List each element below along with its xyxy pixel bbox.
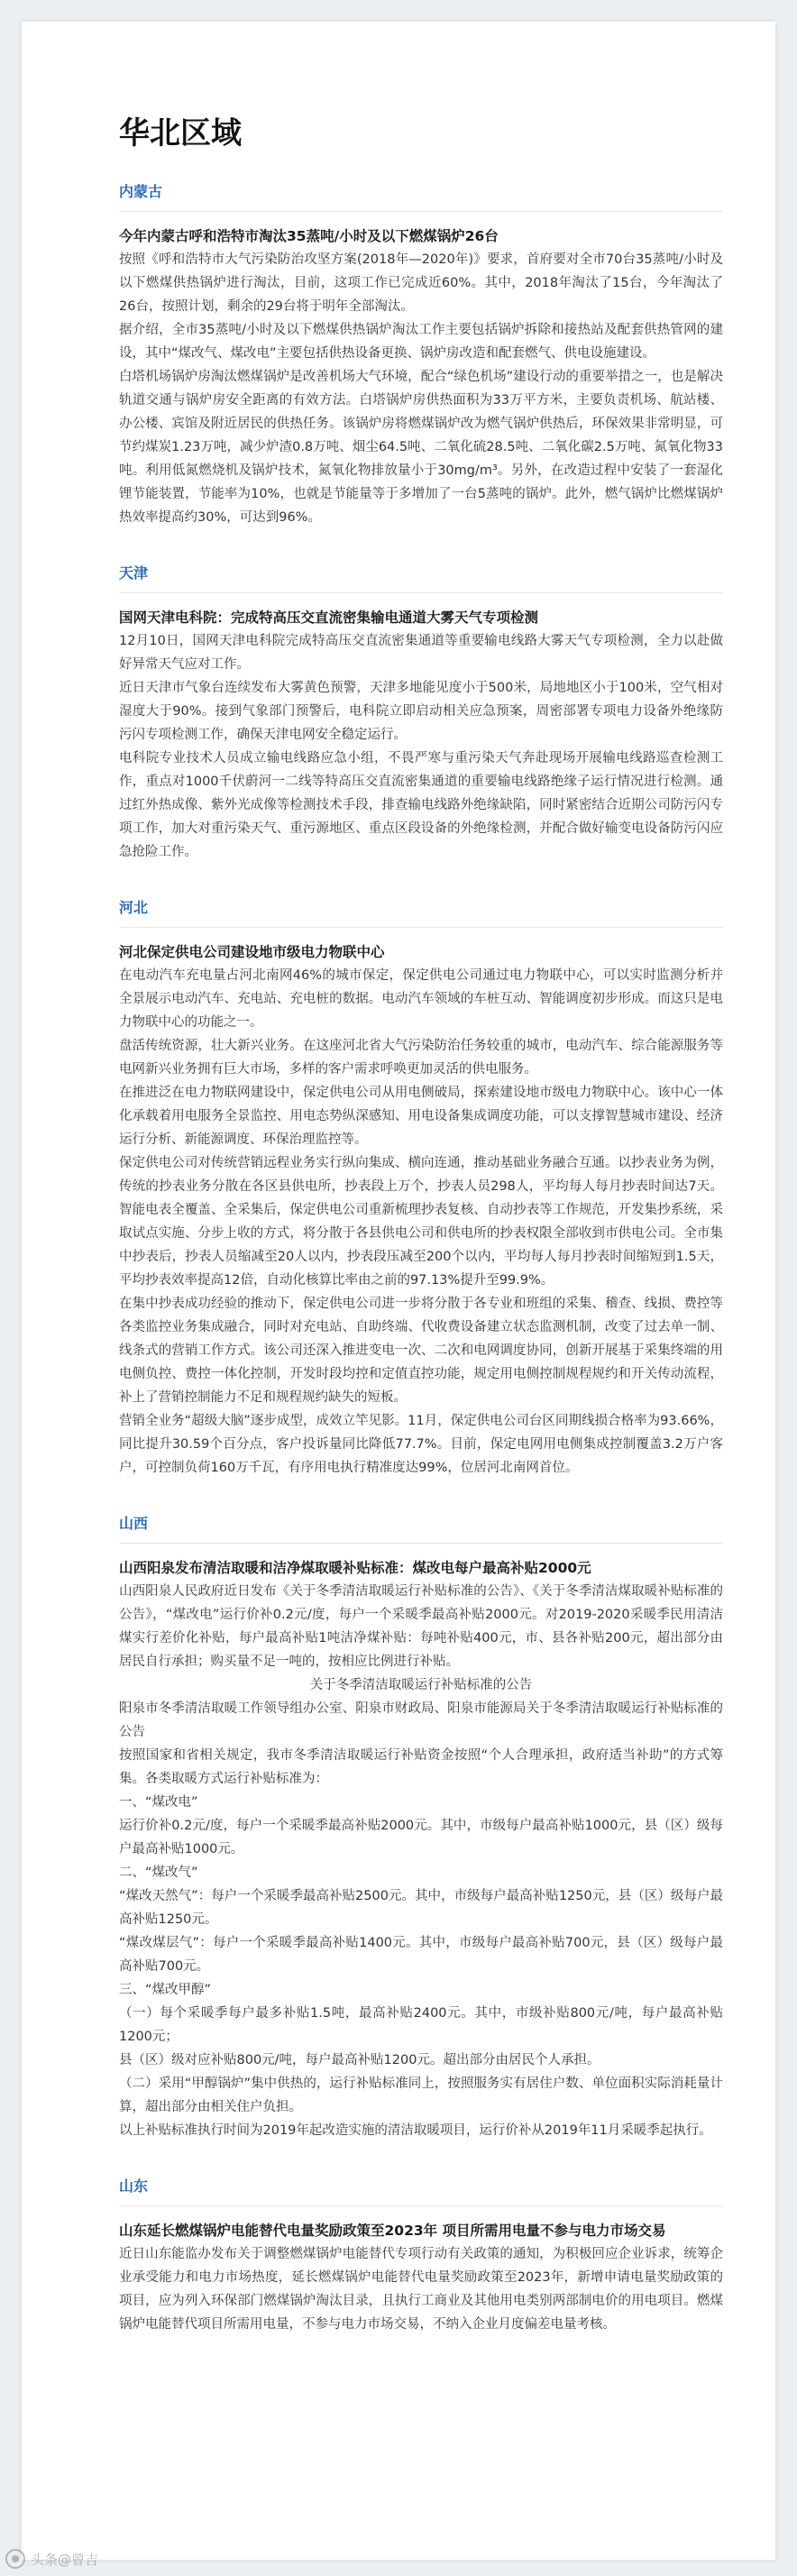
article-title: 山西阳泉发布清洁取暖和洁净煤取暖补贴标准：煤改电每户最高补贴2000元 bbox=[119, 1560, 591, 1576]
paragraph: 电科院专业技术人员成立输电线路应急小组，不畏严寒与重污染天气奔赴现场开展输电线路巡查检测工作，重点对1000千伏蔚河一二线等特高压交直流密集通道的重要输电线路绝缘子运行情况进行检测。通过红外热成像、紫外光成像等检测技术手段，排查输电线路外绝缘缺陷，同时紧密结合近期公司防污闪专项工作，加大对重污染天气、重污源地区、重点区段设备的外绝缘检测，并配合做好输变电设备防污闪应急抢险工作。 bbox=[119, 751, 723, 859]
paragraph: 近日山东能监办发布关于调整燃煤锅炉电能替代专项行动有关政策的通知，为积极回应企业诉求，统筹企业承受能力和电力市场热度，延长燃煤锅炉电能替代电量奖励政策至2023年，新增申请电量奖励政策的项目，应为列入环保部门燃煤锅炉淘汰目录，且执行工商业及其他用电类别两部制电价的用电项目。燃煤锅炉电能替代项目所需用电量，不参与电力市场交易，不纳入企业月度偏差电量考核。 bbox=[119, 2247, 723, 2332]
paragraph: 按照国家和省相关规定，我市冬季清洁取暖运行补贴资金按照“个人合理承担，政府适当补助”的方式筹集。各类取暖方式运行补贴标准为： bbox=[119, 1748, 723, 1786]
region-heading: 河北 bbox=[119, 898, 723, 928]
article-title: 河北保定供电公司建设地市级电力物联中心 bbox=[119, 944, 385, 960]
paragraph: 白塔机场锅炉房淘汰燃煤锅炉是改善机场大气环境，配合“绿色机场”建设行动的重要举措之一，也是解决轨道交通与锅炉房安全距离的有效方法。白塔锅炉房供热面积为33万平方米，主要负责机场、航站楼、办公楼、宾馆及附近居民的供热任务。该锅炉房将燃煤锅炉改为燃气锅炉供热后，环保效果非常明显，可节约煤炭1.23万吨，减少炉渣0.8万吨、烟尘64.5吨、二氧化硫28.5吨、二氧化碳2.5万吨、氮氧化物33吨。利用低氮燃烧机及锅炉技术，氮氧化物排放量小于30mg/m³。另外，在改造过程中安装了一套湿化锂节能装置，节能率为10%，也就是节能量等于多增加了一台5蒸吨的锅炉。此外，燃气锅炉比燃煤锅炉热效率提高约30%，可达到96%。 bbox=[119, 370, 723, 525]
article-list bbox=[119, 182, 723, 2336]
region-section bbox=[119, 1514, 723, 2142]
paragraph: 营销全业务“超级大脑”逐步成型，成效立竿见影。11月，保定供电公司台区同期线损合格率为93.66%，同比提升30.59个百分点，客户投诉量同比降低77.7%。目前，保定电网用电侧集成控制覆盖3.2万户客户，可控制负荷160万千瓦，有序用电执行精准度达99%，位居河北南网首位。 bbox=[119, 1414, 723, 1475]
region-heading: 山东 bbox=[119, 2177, 723, 2206]
region-section bbox=[119, 182, 723, 529]
paragraph: 山西阳泉人民政府近日发布《关于冬季清洁取暖运行补贴标准的公告》、《关于冬季清洁煤取暖补贴标准的公告》，“煤改电”运行价补0.2元/度，每户一个采暖季最高补贴2000元。对2019-2020采暖季民用清洁煤实行差价化补贴，每户最高补贴1吨洁净煤补贴：每吨补贴400元，市、县各补贴200元，超出部分由居民自行承担；购买量不足一吨的，按相应比例进行补贴。 bbox=[119, 1584, 723, 1669]
paragraph: （一）每个采暖季每户最多补贴1.5吨，最高补贴2400元。其中，市级补贴800元/吨，每户最高补贴1200元； bbox=[119, 2006, 723, 2044]
region-section bbox=[119, 2177, 723, 2336]
article-title: 国网天津电科院：完成特高压交直流密集输电通道大雾天气专项检测 bbox=[119, 610, 539, 626]
paragraph: 保定供电公司对传统营销远程业务实行纵向集成、横向连通，推动基础业务融合互通。以抄表业务为例，传统的抄表业务分散在各区县供电所，抄表段上万个，抄表人员298人，平均每人每月抄表时间达7天。智能电表全覆盖、全采集后，保定供电公司重新梳理抄表复核、自动抄表等工作规范，开发集抄系统，采取试点实施、分步上收的方式，将分散于各县供电公司和供电所的抄表权限全部收到市供电公司。全市集中抄表后，抄表人员缩减至20人以内，抄表段压减至200个以内，平均每人每月抄表时间缩短到1.5天，平均抄表效率提高12倍，自动化核算比率由之前的97.13%提升至99.9%。 bbox=[119, 1156, 723, 1288]
page-title: 华北区域 bbox=[119, 115, 242, 151]
paragraph: 12月10日，国网天津电科院完成特高压交直流密集通道等重要输电线路大雾天气专项检测，全力以赴做好异常天气应对工作。 bbox=[119, 634, 723, 672]
region-section bbox=[119, 898, 723, 1480]
paragraph: 县（区）级对应补贴800元/吨，每户最高补贴1200元。超出部分由居民个人承担。 bbox=[119, 2053, 600, 2067]
watermark bbox=[5, 2549, 98, 2569]
paragraph: 据介绍，全市35蒸吨/小时及以下燃煤供热锅炉淘汰工作主要包括锅炉拆除和接热站及配套供热管网的建设，其中“煤改气、煤改电”主要包括供热设备更换、锅炉房改造和配套燃气、供电设施建设。 bbox=[119, 323, 723, 361]
paragraph: 在集中抄表成功经验的推动下，保定供电公司进一步将分散于各专业和班组的采集、稽查、线损、费控等各类监控业务集成融合，同时对充电站、自助终端、代收费设备建立状态监测机制，改变了过去单一制、线条式的营销工作方式。该公司还深入推进变电一次、二次和电网调度协同，创新开展基于采集终端的用电侧负控、费控一体化控制，开发时段均控和定值直控功能，规定用电侧控制规程规约和开关传动流程，补上了营销控制能力不足和规程规约缺失的短板。 bbox=[119, 1297, 723, 1405]
paragraph: “煤改煤层气”：每户一个采暖季最高补贴1400元。其中，市级每户最高补贴700元，县（区）级每户最高补贴700元。 bbox=[119, 1936, 723, 1974]
region-heading: 天津 bbox=[119, 564, 723, 593]
paragraph: 按照《呼和浩特市大气污染防治攻坚方案(2018年—2020年)》要求，首府要对全市70台35蒸吨/小时及以下燃煤供热锅炉进行淘汰，目前，这项工作已完成近60%。其中，2018年淘汰了15台，今年淘汰了26台，按照计划，剩余的29台将于明年全部淘汰。 bbox=[119, 252, 723, 314]
paragraph: （二）采用“甲醇锅炉”集中供热的，运行补贴标准同上，按照服务实有居住户数、单位面积实际消耗量计算，超出部分由相关住户负担。 bbox=[119, 2076, 723, 2114]
region-heading: 山西 bbox=[119, 1514, 723, 1544]
paragraph: 盘活传统资源，壮大新兴业务。在这座河北省大气污染防治任务较重的城市，电动汽车、综合能源服务等电网新兴业务拥有巨大市场，多样的客户需求呼唤更加灵活的供电服务。 bbox=[119, 1039, 723, 1077]
paragraph: 三、“煤改甲醇” bbox=[119, 1983, 212, 1997]
paragraph: 在推进泛在电力物联网建设中，保定供电公司从用电侧破局，探索建设地市级电力物联中心。该中心一体化承载着用电服务全景监控、用电态势纵深感知、用电设备集成调度功能，可以支撑智慧城市建设、经济运行分析、新能源调度、环保治理监控等。 bbox=[119, 1086, 723, 1147]
paragraph: 一、“煤改电” bbox=[119, 1795, 198, 1810]
document-page bbox=[22, 22, 775, 2560]
camera-icon bbox=[5, 2549, 25, 2569]
paragraph: 二、“煤改气” bbox=[119, 1866, 198, 1880]
watermark-text: 头条@曾吉 bbox=[31, 2551, 99, 2568]
paragraph: 以上补贴标准执行时间为2019年起改造实施的清洁取暖项目，运行价补从2019年11月采暖季起执行。 bbox=[119, 2123, 712, 2138]
paragraph: “煤改天然气”：每户一个采暖季最高补贴2500元。其中，市级每户最高补贴1250元，县（区）级每户最高补贴1250元。 bbox=[119, 1889, 723, 1927]
region-heading: 内蒙古 bbox=[119, 182, 723, 212]
paragraph: 运行价补0.2元/度，每户一个采暖季最高补贴2000元。其中，市级每户最高补贴1000元，县（区）级每户最高补贴1000元。 bbox=[119, 1819, 723, 1856]
paragraph: 关于冬季清洁取暖运行补贴标准的公告 bbox=[309, 1678, 533, 1692]
paragraph: 在电动汽车充电量占河北南网46%的城市保定，保定供电公司通过电力物联中心，可以实时监测分析并全景展示电动汽车、充电站、充电桩的数据。电动汽车领域的车桩互动、智能调度初步形成。而这只是电力物联中心的功能之一。 bbox=[119, 968, 723, 1030]
region-section bbox=[119, 564, 723, 864]
article-title: 山东延长燃煤锅炉电能替代电量奖励政策至2023年 项目所需用电量不参与电力市场交易 bbox=[119, 2223, 666, 2239]
paragraph: 阳泉市冬季清洁取暖工作领导组办公室、阳泉市财政局、阳泉市能源局关于冬季清洁取暖运行补贴标准的公告 bbox=[119, 1701, 723, 1739]
paragraph: 近日天津市气象台连续发布大雾黄色预警，天津多地能见度小于500米，局地地区小于100米，空气相对湿度大于90%。接到气象部门预警后，电科院立即启动相关应急预案，周密部署专项电力设备外绝缘防污闪专项检测工作，确保天津电网安全稳定运行。 bbox=[119, 681, 723, 742]
article-title: 今年内蒙古呼和浩特市淘汰35蒸吨/小时及以下燃煤锅炉26台 bbox=[119, 228, 499, 244]
